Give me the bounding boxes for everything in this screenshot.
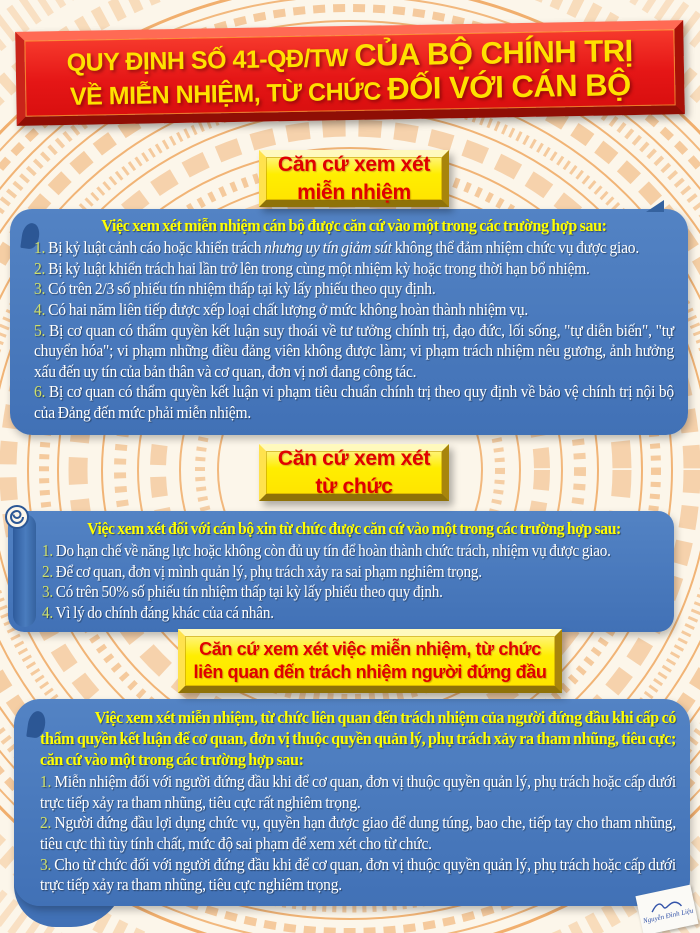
item-text: Bị cơ quan có thẩm quyền kết luận suy thoái về tư tưởng chính trị, đạo đức, lối sống, "tự diễn biến", "tự chuyển hóa"; vi phạm những điều đảng viên không được làm; vi phạm trách nhiệm nêu gương, ảnh hưởng xấu đến uy tín của bản thân và cơ quan, đơn vị nơi đang công tác.: [34, 320, 674, 381]
item-text: Bị kỷ luật khiển trách hai lần trở lên trong cùng một nhiệm kỳ hoặc trong thời hạn bổ nhiệm.: [45, 258, 590, 278]
title-line-2-small: VỀ MIỄN NHIỆM, TỪ CHỨC: [69, 77, 388, 111]
scroll-nguoi-dung-dau: [14, 699, 690, 906]
list-item: [42, 603, 666, 624]
scroll-tu-chuc: [8, 511, 674, 632]
item-number: 2.: [42, 561, 53, 581]
list-item: [40, 813, 676, 854]
badge-line: liên quan đến trách nhiệm người đứng đầu: [193, 662, 547, 682]
item-number: 4.: [42, 602, 53, 622]
item-text: Cho từ chức đối với người đứng đầu khi để cơ quan, đơn vị thuộc quyền quản lý, phụ trách hoặc cấp dưới trực tiếp xảy ra tham nhũng, tiêu cực nghiêm trọng.: [40, 854, 676, 895]
title-line-1-large: CỦA BỘ CHÍNH TRỊ: [353, 32, 634, 73]
badge-line: Căn cứ xem xét việc miễn nhiệm, từ chức: [199, 638, 541, 659]
list-item: [34, 259, 674, 280]
signature-name: Nguyễn Đình Liệu: [642, 906, 695, 926]
list-item: [34, 321, 674, 383]
scroll-mien-nhiem: [10, 209, 688, 435]
item-text: Miễn nhiệm đối với người đứng đầu khi để cơ quan, đơn vị thuộc quyền quản lý, phụ trách hoặc cấp dưới trực tiếp xảy ra tham nhũng, tiêu cực rất nghiêm trọng.: [40, 772, 676, 812]
badge-nguoi-dung-dau: [178, 629, 562, 693]
scroll-fold-icon: [646, 200, 664, 212]
item-text: Do hạn chế về năng lực hoặc không còn đủ uy tín để hoàn thành chức trách, nhiệm vụ được giao.: [52, 541, 611, 561]
item-text: Bị cơ quan có thẩm quyền kết luận vi phạm tiêu chuẩn chính trị theo quy định về bảo vệ chính trị nội bộ của Đảng đến mức phải miễn nhiệm.: [34, 382, 674, 423]
item-number: 6.: [34, 382, 46, 402]
scroll-content: [40, 707, 676, 896]
scroll-content: [42, 518, 666, 624]
item-number: 1.: [42, 541, 53, 561]
title-line-1-small: QUY ĐỊNH SỐ 41-QĐ/TW: [66, 43, 355, 77]
list-item: [42, 541, 666, 562]
badge-line: Căn cứ xem xét: [277, 153, 431, 177]
item-number: 5.: [34, 320, 46, 340]
item-text: Để cơ quan, đơn vị mình quản lý, phụ trách xảy ra sai phạm nghiêm trọng.: [52, 561, 482, 581]
list-item: [34, 300, 674, 321]
item-text: không thể đảm nhiệm chức vụ được giao.: [391, 238, 639, 258]
item-number: 1.: [34, 238, 46, 258]
list-item: [42, 562, 666, 583]
item-text: Có hai năm liên tiếp được xếp loại chất lượng ở mức không hoàn thành nhiệm vụ.: [45, 299, 529, 319]
item-text: Có trên 2/3 số phiếu tín nhiệm thấp tại kỳ lấy phiếu theo quy định.: [45, 279, 436, 299]
list-item: [34, 279, 674, 300]
scroll-spiral-icon: [4, 504, 30, 530]
badge-tu-chuc: [259, 444, 449, 501]
scroll-heading: Việc xem xét đối với cán bộ xin từ chức được căn cứ vào một trong các trường hợp sau:: [87, 519, 621, 538]
list-item: [40, 855, 676, 896]
item-text: Bị kỷ luật cảnh cáo hoặc khiển trách: [45, 238, 265, 258]
item-text-italic: nhưng uy tín giảm sút: [264, 238, 392, 258]
list-item: [42, 582, 666, 603]
title-line-2-large: ĐỐI VỚI CÁN BỘ: [387, 67, 631, 107]
item-number: 1.: [40, 772, 52, 792]
title-banner: [15, 20, 685, 126]
item-number: 2.: [34, 258, 46, 278]
scroll-roll-edge: [13, 514, 36, 627]
badge-line: từ chức: [315, 474, 393, 498]
item-number: 2.: [40, 813, 52, 833]
list-item: [34, 382, 674, 423]
badge-mien-nhiem: [259, 150, 449, 207]
scroll-heading: Việc xem xét miễn nhiệm cán bộ được căn cứ vào một trong các trường hợp sau:: [101, 216, 607, 235]
item-text: Người đứng đầu lợi dụng chức vụ, quyền hạn được giao để dung túng, bao che, tiếp tay cho tham nhũng, tiêu cực thì tùy tính chất, mức độ sai phạm để xem xét cho từ chức.: [40, 813, 676, 854]
item-number: 3.: [40, 854, 52, 874]
item-text: Có trên 50% số phiếu tín nhiệm thấp tại kỳ lấy phiếu theo quy định.: [52, 582, 443, 602]
badge-line: miễn nhiệm: [297, 180, 411, 204]
item-text: Vì lý do chính đáng khác của cá nhân.: [52, 602, 274, 622]
scroll-content: [34, 215, 674, 424]
item-number: 4.: [34, 299, 46, 319]
list-item: [34, 238, 674, 259]
item-number: 3.: [42, 582, 53, 602]
title-banner-face: [24, 29, 675, 116]
badge-line: Căn cứ xem xét: [277, 447, 431, 471]
list-item: [40, 772, 676, 813]
scroll-heading: Việc xem xét miễn nhiệm, từ chức liên quan đến trách nhiệm của người đứng đầu khi cấp có thẩm quyền kết luận để cơ quan, đơn vị thuộc quyền quản lý, phụ trách xảy ra tham nhũng, tiêu cực; căn cứ vào một trong các trường hợp sau:: [40, 708, 676, 770]
item-number: 3.: [34, 279, 46, 299]
